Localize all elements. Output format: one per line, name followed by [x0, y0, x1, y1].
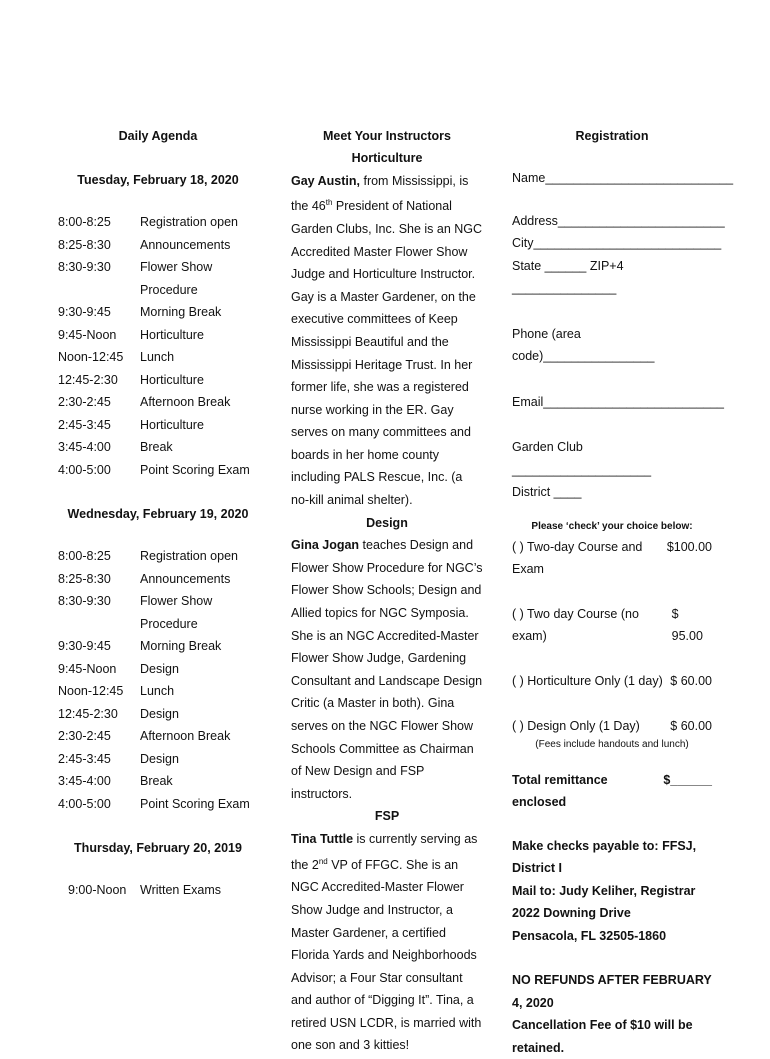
- schedule-row: [58, 234, 258, 257]
- option-price: $100.00: [666, 539, 712, 554]
- schedule-row: [58, 256, 258, 301]
- no-refunds-notice: NO REFUNDS AFTER FEBRUARY 4, 2020: [512, 973, 712, 1010]
- time: 3:45-4:00: [58, 440, 111, 454]
- option-price: $ 60.00: [670, 673, 712, 688]
- time: 8:00-8:25: [58, 549, 111, 563]
- time: 12:45-2:30: [58, 706, 118, 721]
- schedule-row: [58, 680, 258, 703]
- time: 8:25-8:30: [58, 571, 111, 586]
- day-heading-tuesday: Tuesday, February 18, 2020: [77, 173, 239, 187]
- bio-text: from Mississippi, is the 46: [291, 173, 469, 214]
- option-two-day-no-exam[interactable]: [512, 603, 712, 647]
- bio-design: [291, 534, 483, 805]
- time: 8:30-9:30: [58, 594, 111, 608]
- schedule-row: [58, 436, 258, 459]
- time: 9:45-Noon: [58, 327, 117, 342]
- activity: Horticulture: [140, 327, 204, 342]
- address-field[interactable]: Address________________________: [512, 213, 725, 228]
- time: 2:30-2:45: [58, 729, 111, 743]
- activity: Break: [140, 774, 173, 788]
- schedule-row: [58, 725, 258, 748]
- time: 4:00-5:00: [58, 796, 111, 811]
- time: 4:00-5:00: [58, 462, 111, 477]
- schedule-row: [58, 459, 258, 482]
- time: 8:00-8:25: [58, 215, 111, 229]
- activity: Horticulture: [140, 417, 204, 432]
- schedule-row: [58, 568, 258, 591]
- bio-fsp: [291, 828, 483, 1057]
- section-heading-horticulture: Horticulture: [351, 151, 423, 165]
- option-label: ( ) Two day Course (no exam): [512, 606, 639, 643]
- bio-text: President of National Garden Clubs, Inc. She is an NGC Accredited Master Flower Show Judge and Horticulture Instructor. Gay is a Master Gardener, on the executive committees of Keep Mississippi Beautiful and the Mississippi Heritage Trust. In her former life, she was a registered nurse working in the ER. Gay serves on many committees and boards in her home county including PALS Rescue, Inc. (a no-kill animal shelter).: [291, 199, 483, 508]
- time: 3:45-4:00: [58, 774, 111, 788]
- schedule-row: [58, 369, 258, 392]
- instructors-title: Meet Your Instructors: [322, 129, 452, 143]
- time: 9:30-9:45: [58, 639, 111, 653]
- activity: Horticulture: [140, 372, 204, 387]
- option-price: $ 60.00: [670, 718, 712, 733]
- cancellation-fee-notice: Cancellation Fee of $10 will be retained.: [512, 1018, 693, 1055]
- instructor-name: Gay Austin,: [291, 173, 360, 188]
- total-value[interactable]: $______: [663, 772, 712, 787]
- activity: Written Exams: [140, 883, 222, 897]
- time: 8:30-9:30: [58, 260, 111, 274]
- time: Noon-12:45: [58, 350, 124, 364]
- activity: Morning Break: [140, 639, 222, 653]
- option-label: ( ) Two-day Course and Exam: [512, 539, 643, 576]
- schedule-row: [58, 748, 258, 771]
- schedule-row: [58, 324, 258, 347]
- activity: Lunch: [140, 350, 175, 364]
- schedule-row: [58, 590, 258, 635]
- checks-payable: Make checks payable to: FFSJ, District I: [512, 838, 697, 875]
- time: 9:30-9:45: [58, 305, 111, 319]
- time: 12:45-2:30: [58, 372, 118, 387]
- activity: Morning Break: [140, 305, 222, 319]
- state-zip-field[interactable]: State ______ ZIP+4 _______________: [512, 258, 624, 295]
- time: 8:25-8:30: [58, 237, 111, 252]
- schedule-tuesday: [58, 211, 258, 481]
- day-heading-thursday: Thursday, February 20, 2019: [74, 841, 242, 855]
- check-instruction: Please ‘check’ your choice below:: [531, 520, 693, 532]
- bio-horticulture: [291, 170, 483, 512]
- mail-street: 2022 Downing Drive: [512, 906, 631, 920]
- bio-text: teaches Design and Flower Show Procedure for NGC’s Flower Show Schools; Design and Allied topics for NGC Symposia. She is an NGC Accredited-Master Flower Show Judge, Gardening Consultant and Landscape Design Critic (a Master in both). Gina serves on the NGC Flower Show Schools Committee as Chairman of New Design and FSP instructors.: [291, 538, 483, 801]
- option-label: ( ) Horticulture Only (1 day): [512, 673, 663, 688]
- activity: Point Scoring Exam: [140, 462, 250, 477]
- district-field[interactable]: District ____: [512, 485, 582, 499]
- section-heading-design: Design: [366, 515, 408, 530]
- activity: Flower Show Procedure: [140, 594, 213, 631]
- schedule-row: [58, 545, 258, 568]
- schedule-row: [58, 635, 258, 658]
- activity: Announcements: [140, 237, 231, 252]
- bio-text: is currently serving as the 2: [291, 831, 478, 872]
- city-field[interactable]: City___________________________: [512, 236, 722, 250]
- schedule-row: [58, 793, 258, 816]
- mail-to: Mail to: Judy Keliher, Registrar: [512, 883, 696, 898]
- garden-club-field[interactable]: Garden Club ____________________: [512, 440, 652, 477]
- superscript: th: [325, 198, 333, 208]
- instructor-name: Gina Jogan: [291, 538, 360, 553]
- option-price: $ 95.00: [671, 606, 703, 643]
- fees-note: (Fees include handouts and lunch): [535, 738, 689, 750]
- daily-agenda-column: [58, 125, 258, 902]
- phone-field[interactable]: Phone (area code)________________: [512, 326, 655, 363]
- option-design-only[interactable]: [512, 715, 712, 737]
- day-heading-wednesday: Wednesday, February 19, 2020: [67, 507, 249, 521]
- schedule-row: [58, 770, 258, 793]
- name-field[interactable]: Name___________________________: [512, 171, 734, 185]
- time: 2:45-3:45: [58, 417, 111, 432]
- registration-column: [512, 125, 734, 1059]
- activity: Afternoon Break: [140, 729, 231, 743]
- bio-text: VP of FFGC. She is an NGC Accredited-Master Flower Show Judge and Instructor, a Master Gardener, a certified Florida Yards and Neighborhoods Advisor; a Four Star consultant and author of “Digging It”. Tina, a retired USN LCDR, is married with one son and 3 kitties!: [291, 857, 482, 1053]
- schedule-row: [58, 879, 258, 902]
- total-label: Total remittance enclosed: [512, 772, 608, 809]
- activity: Registration open: [140, 215, 238, 229]
- activity: Registration open: [140, 549, 238, 563]
- activity: Afternoon Break: [140, 395, 231, 409]
- mail-city: Pensacola, FL 32505-1860: [512, 928, 667, 943]
- activity: Design: [140, 706, 179, 721]
- time: 9:45-Noon: [58, 661, 117, 676]
- activity: Point Scoring Exam: [140, 796, 250, 811]
- instructor-name: Tina Tuttle: [291, 831, 354, 846]
- activity: Lunch: [140, 684, 175, 698]
- schedule-row: [58, 703, 258, 726]
- activity: Design: [140, 751, 179, 766]
- activity: Break: [140, 440, 173, 454]
- email-field[interactable]: Email__________________________: [512, 394, 725, 409]
- instructors-column: [291, 125, 483, 1057]
- option-label: ( ) Design Only (1 Day): [512, 718, 640, 733]
- schedule-row: [58, 658, 258, 681]
- superscript: nd: [318, 856, 328, 866]
- schedule-row: [58, 346, 258, 369]
- schedule-row: [58, 211, 258, 234]
- section-heading-fsp: FSP: [374, 809, 400, 824]
- time: 2:45-3:45: [58, 751, 111, 766]
- activity: Flower Show Procedure: [140, 260, 213, 297]
- activity: Design: [140, 661, 179, 676]
- time: Noon-12:45: [58, 684, 124, 698]
- total-remittance: [512, 769, 712, 813]
- schedule-row: [58, 391, 258, 414]
- schedule-row: [58, 414, 258, 437]
- schedule-wednesday: [58, 545, 258, 815]
- option-horticulture-only[interactable]: [512, 670, 712, 692]
- time: 2:30-2:45: [58, 395, 111, 409]
- schedule-row: [58, 301, 258, 324]
- agenda-title: Daily Agenda: [118, 129, 198, 143]
- time: 9:00-Noon: [68, 883, 127, 897]
- schedule-thursday: [58, 879, 258, 902]
- option-two-day-exam[interactable]: [512, 536, 712, 580]
- activity: Announcements: [140, 571, 231, 586]
- registration-title: Registration: [575, 129, 649, 143]
